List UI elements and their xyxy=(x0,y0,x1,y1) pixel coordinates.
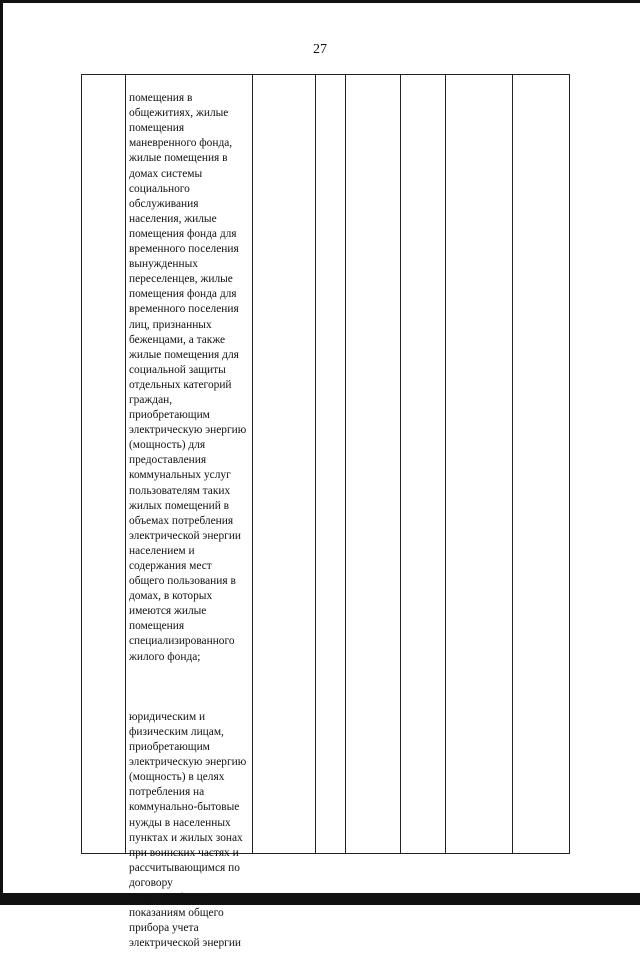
column-divider xyxy=(125,75,126,853)
column-divider xyxy=(315,75,316,853)
scan-border-left xyxy=(0,0,3,905)
column-divider xyxy=(400,75,401,853)
column-divider xyxy=(252,75,253,853)
consumer-category-cell xyxy=(129,76,252,966)
column-divider xyxy=(445,75,446,853)
scan-border-top xyxy=(0,0,640,3)
column-divider xyxy=(345,75,346,853)
column-divider xyxy=(512,75,513,853)
consumer-category-paragraph: помещения в общежитиях, жилые помещения маневренного фонда, жилые помещения в домах системы социального обслуживания населения, жилые помещения фонда для временного поселения вынужденных переселенцев, жилые помещения фонда для временного поселения лиц, признанных беженцами, а также жилые помещения для социальной защиты отдельных категорий граждан, приобретающим электрическую энергию (мощность) для предоставления коммунальных услуг пользователям таких жилых помещений в объемах потребления электрической энергии населением и содержания мест общего пользования в домах, в которых имеются жилые помещения специализированного жилого фонда; xyxy=(129,92,247,663)
tariff-table xyxy=(81,74,570,950)
page-number: 27 xyxy=(313,42,327,57)
scan-border-bottom xyxy=(0,893,640,905)
consumer-category-paragraph: юридическим и физическим лицам, приобретающим электрическую энергию (мощность) в целях потребления на коммунально-бытовые нужды в населенных пунктах и жилых зонах при воинских частях и рассчитывающимся по договору энергоснабжения по показаниям общего прибора учета электрической энергии xyxy=(129,710,247,950)
